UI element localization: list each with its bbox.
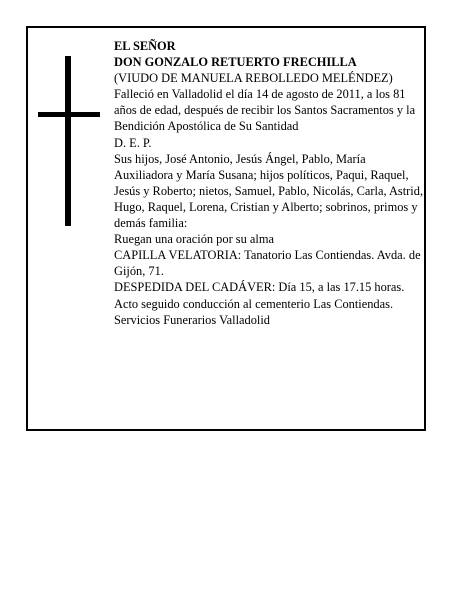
notice-title: EL SEÑOR [114, 39, 176, 53]
death-statement: Falleció en Valladolid el día 14 de agosto de 2011, a los 81 años de edad, después de recibir los Santos Sacramentos y la Bendición Apostólica de Su Santidad [114, 87, 416, 134]
obituary-notice [26, 26, 426, 431]
cross-horizontal-bar [38, 112, 100, 117]
funeral-services: Servicios Funerarios Valladolid [114, 312, 271, 327]
prayer-request: Ruegan una oración por su alma [114, 232, 274, 247]
family-list: Sus hijos, José Antonio, Jesús Ángel, Pablo, María Auxiliadora y María Susana; hijos políticos, Paqui, Raquel, Jesús y Roberto; nietos, Samuel, Pablo, Nicolás, Carla, Astrid, Hugo, Raquel, Lorena, Cristian y Alberto; sobrinos, primos y demás familia: [114, 151, 424, 231]
funeral-farewell: DESPEDIDA DEL CADÁVER: Día 15, a las 17.15 horas. Acto seguido conducción al cementerio Las Contiendas. [114, 280, 405, 311]
wake-chapel: CAPILLA VELATORIA: Tanatorio Las Contiendas. Avda. de Gijón, 71. [114, 248, 421, 279]
widower-of: (VIUDO DE MANUELA REBOLLEDO MELÉNDEZ) [114, 71, 393, 86]
cross-vertical-bar [65, 56, 71, 226]
rest-in-peace: D. E. P. [114, 135, 152, 150]
deceased-name: DON GONZALO RETUERTO FRECHILLA [114, 55, 357, 70]
notice-text [114, 38, 424, 328]
cross-icon [38, 56, 100, 226]
